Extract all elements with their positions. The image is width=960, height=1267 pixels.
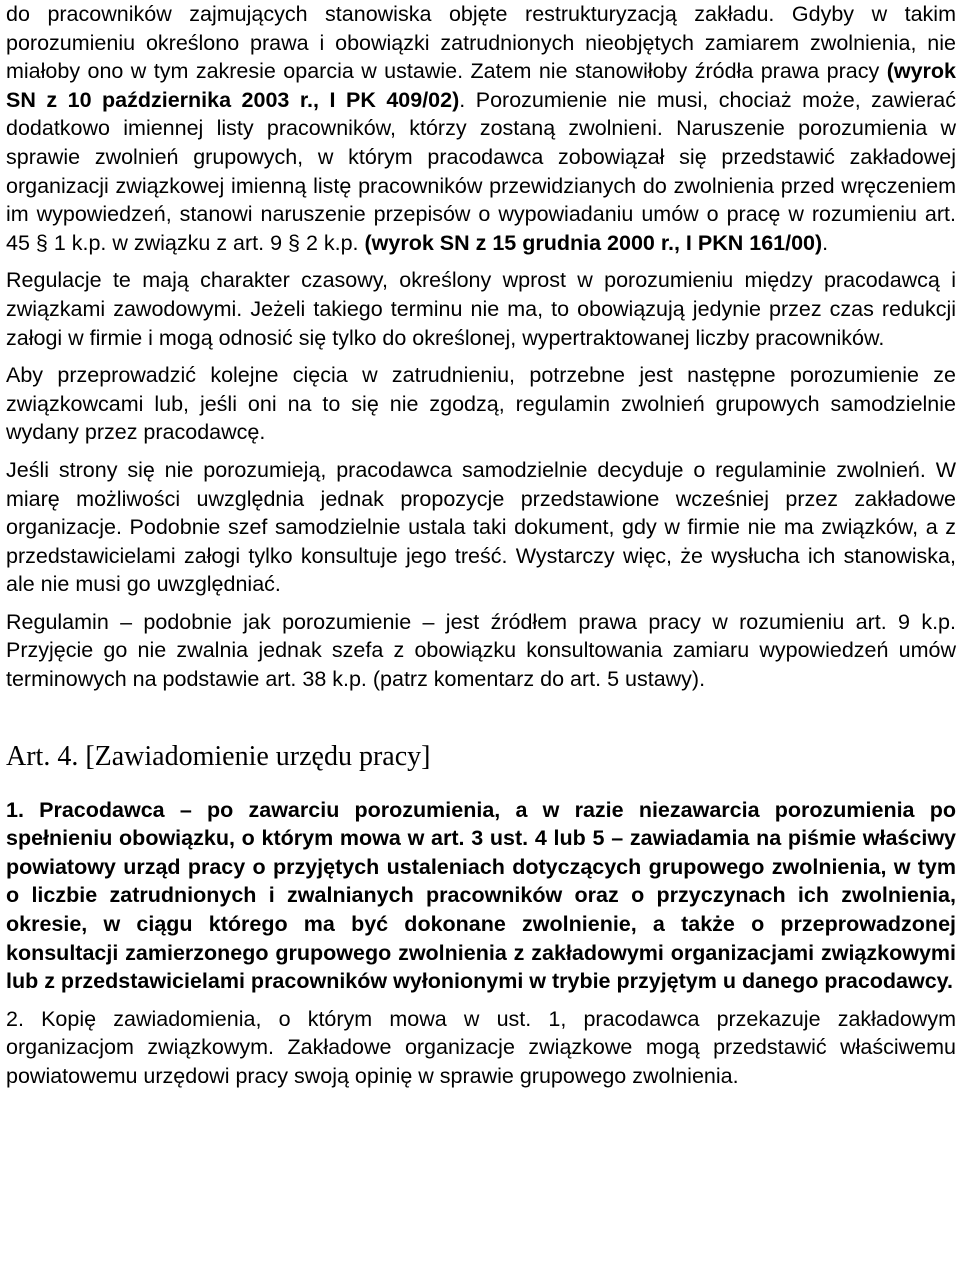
article-point-2: 2. Kopię zawiadomienia, o którym mowa w ust. 1, pracodawca przekazuje zakładowym organizacjom związkowym. Zakładowe organizacje związkowe mogą przedstawić właściwemu powiatowemu urzędowi pracy swoją opinię w sprawie grupowego zwolnienia. bbox=[6, 1006, 956, 1088]
paragraph-commentary-3: Aby przeprowadzić kolejne cięcia w zatrudnieniu, potrzebne jest następne porozumienie ze związkowcami lub, jeśli oni na to się nie zgodzą, regulamin zwolnień grupowych samodzielnie wydany przez pracodawcę. bbox=[6, 363, 956, 445]
paragraph-commentary-1 bbox=[6, 0, 956, 257]
text-segment: do pracowników zajmujących stanowiska objęte restrukturyzacją zakładu. Gdyby w takim porozumieniu określono prawa i obowiązki zatrudnionych nieobjętych zamiarem zwolnienia, nie miałoby ono w tym zakresie oparcia w ustawie. Zatem nie stanowiłoby źródła prawa pracy bbox=[6, 2, 956, 84]
article-point-1: 1. Pracodawca – po zawarciu porozumienia, a w razie niezawarcia porozumienia po spełnieniu obowiązku, o którym mowa w art. 3 ust. 4 lub 5 – zawiadamia na piśmie właściwy powiatowy urząd pracy o przyjętych ustaleniach dotyczących grupowego zwolnienia, w tym o liczbie zatrudnionych i zwalnianych pracowników oraz o przyczynach ich zwolnienia, okresie, w ciągu którego ma być dokonane zwolnienie, a także o przeprowadzonej konsultacji zamierzonego grupowego zwolnienia z zakładowymi organizacjami związkowymi lub z przedstawicielami pracowników wyłonionymi w trybie przyjętym u danego pracodawcy. bbox=[6, 797, 956, 994]
paragraph-commentary-2: Regulacje te mają charakter czasowy, określony wprost w porozumieniu między pracodawcą i związkami zawodowymi. Jeżeli takiego terminu nie ma, to obowiązują jedynie przez czas redukcji załogi w firmie i mogą odnosić się tylko do określonej, wypertraktowanej liczby pracowników. bbox=[6, 268, 956, 350]
text-segment: . Porozumienie nie musi, chociaż może, zawierać dodatkowo imiennej listy pracowników, którzy zostaną zwolnieni. Naruszenie porozumienia w sprawie zwolnień grupowych, w którym pracodawca zobowiązał się przedstawić zakładowej organizacji związkowej imienną listę pracowników przewidzianych do zwolnienia przed wręczeniem im wypowiedzeń, stanowi naruszenie przepisów o wypowiadaniu umów o pracę w rozumieniu art. 45 § 1 k.p. w związku z art. 9 § 2 k.p. bbox=[6, 87, 957, 255]
paragraph-commentary-5: Regulamin – podobnie jak porozumienie – jest źródłem prawa pracy w rozumieniu art. 9 k.p. Przyjęcie go nie zwalnia jednak szefa z obowiązku konsultowania zamiaru wypowiedzeń umów terminowych na podstawie art. 38 k.p. (patrz komentarz do art. 5 ustawy). bbox=[6, 609, 956, 692]
court-ruling-reference: (wyrok SN z 15 grudnia 2000 r., I PKN 161/00) bbox=[364, 230, 823, 255]
document-page bbox=[6, 0, 956, 1100]
article-heading: Art. 4. [Zawiadomienie urzędu pracy] bbox=[6, 740, 431, 772]
text-segment: . bbox=[822, 230, 829, 255]
paragraph-commentary-4: Jeśli strony się nie porozumieją, pracodawca samodzielnie decyduje o regulaminie zwolnień. W miarę możliwości uwzględnia jednak propozycje przedstawione wcześniej przez zakładowe organizacje. Podobnie szef samodzielnie ustala taki dokument, gdy w firmie nie ma związków, a z przedstawicielami załogi tylko konsultuje jego treść. Wystarczy więc, że wysłucha ich stanowiska, ale nie musi go uwzględniać. bbox=[6, 457, 956, 597]
court-ruling-reference: (wyrok SN z 10 października 2003 r., I PK 409/02) bbox=[6, 59, 956, 112]
